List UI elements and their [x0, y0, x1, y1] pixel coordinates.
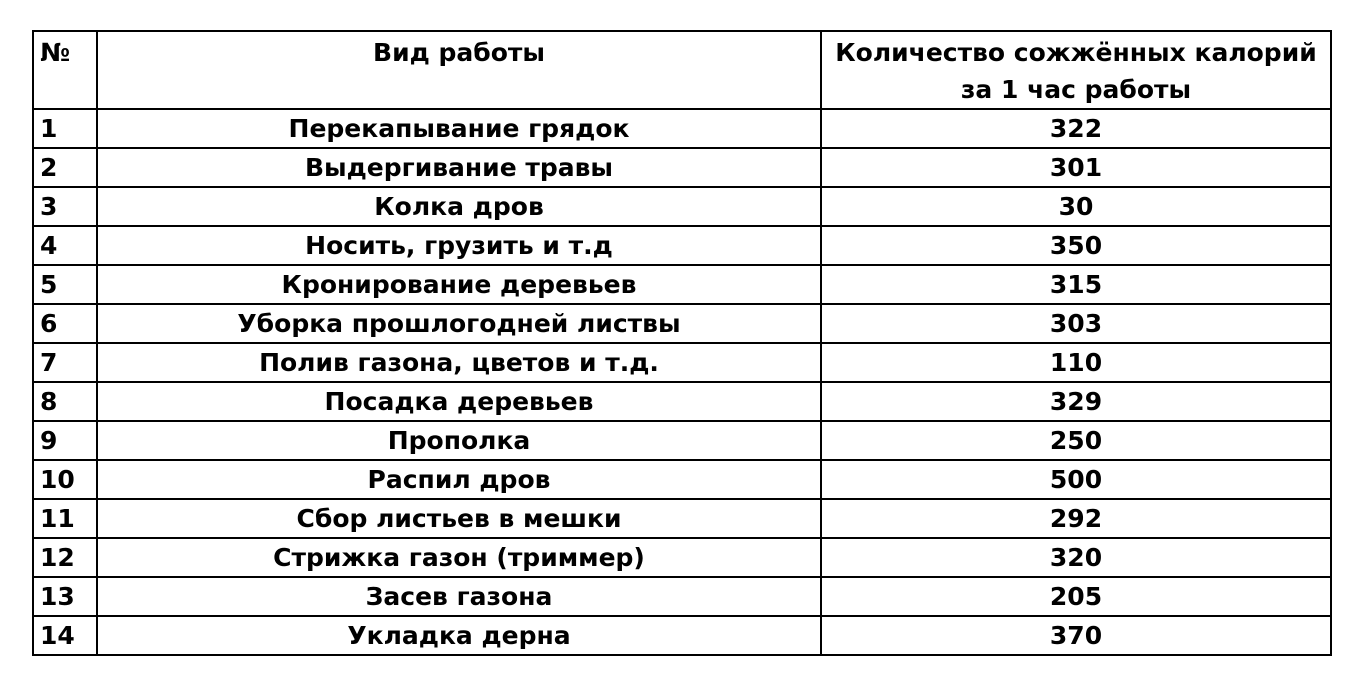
table-row	[33, 226, 1331, 265]
row-calories: 500	[821, 460, 1331, 499]
row-number: 9	[33, 421, 97, 460]
table-row	[33, 538, 1331, 577]
row-number: 12	[33, 538, 97, 577]
table-row	[33, 148, 1331, 187]
row-work-type: Засев газона	[97, 577, 821, 616]
table-row	[33, 304, 1331, 343]
row-number: 13	[33, 577, 97, 616]
table-header	[33, 31, 1331, 109]
row-number: 10	[33, 460, 97, 499]
row-calories: 303	[821, 304, 1331, 343]
row-work-type: Посадка деревьев	[97, 382, 821, 421]
table-row	[33, 460, 1331, 499]
row-number: 6	[33, 304, 97, 343]
row-work-type: Носить, грузить и т.д	[97, 226, 821, 265]
row-number: 5	[33, 265, 97, 304]
row-calories: 292	[821, 499, 1331, 538]
row-number: 7	[33, 343, 97, 382]
row-number: 1	[33, 109, 97, 148]
row-calories: 30	[821, 187, 1331, 226]
row-work-type: Уборка прошлогодней листвы	[97, 304, 821, 343]
row-calories: 370	[821, 616, 1331, 655]
row-calories: 250	[821, 421, 1331, 460]
row-calories: 322	[821, 109, 1331, 148]
calories-table	[32, 30, 1332, 656]
table-row	[33, 187, 1331, 226]
row-calories: 205	[821, 577, 1331, 616]
row-calories: 301	[821, 148, 1331, 187]
row-calories: 315	[821, 265, 1331, 304]
table-row	[33, 109, 1331, 148]
row-number: 3	[33, 187, 97, 226]
row-calories: 350	[821, 226, 1331, 265]
row-calories: 110	[821, 343, 1331, 382]
row-work-type: Стрижка газон (триммер)	[97, 538, 821, 577]
row-number: 11	[33, 499, 97, 538]
row-work-type: Укладка дерна	[97, 616, 821, 655]
row-work-type: Полив газона, цветов и т.д.	[97, 343, 821, 382]
row-work-type: Распил дров	[97, 460, 821, 499]
row-calories: 329	[821, 382, 1331, 421]
table-row	[33, 265, 1331, 304]
header-row	[33, 31, 1331, 109]
row-work-type: Прополка	[97, 421, 821, 460]
row-work-type: Колка дров	[97, 187, 821, 226]
table-body	[33, 109, 1331, 655]
header-work-type: Вид работы	[97, 31, 821, 109]
table-row	[33, 499, 1331, 538]
row-number: 4	[33, 226, 97, 265]
header-calories: Количество сожжённых калорий за 1 час работы	[821, 31, 1331, 109]
table-row	[33, 343, 1331, 382]
row-work-type: Перекапывание грядок	[97, 109, 821, 148]
row-number: 8	[33, 382, 97, 421]
row-work-type: Сбор листьев в мешки	[97, 499, 821, 538]
row-work-type: Кронирование деревьев	[97, 265, 821, 304]
row-number: 2	[33, 148, 97, 187]
row-work-type: Выдергивание травы	[97, 148, 821, 187]
table-row	[33, 421, 1331, 460]
row-number: 14	[33, 616, 97, 655]
row-calories: 320	[821, 538, 1331, 577]
header-number: №	[33, 31, 97, 109]
table-row	[33, 616, 1331, 655]
table-row	[33, 577, 1331, 616]
table-row	[33, 382, 1331, 421]
